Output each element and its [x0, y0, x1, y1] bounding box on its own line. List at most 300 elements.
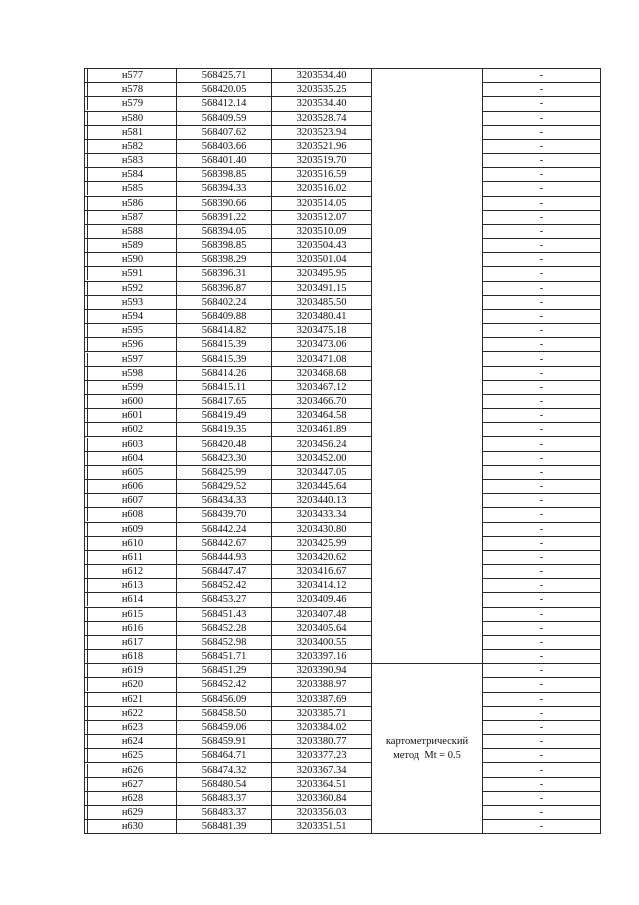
- point-name: н605: [87, 466, 177, 479]
- point-name-cell: [85, 465, 177, 479]
- table-row: [85, 664, 601, 678]
- table-row: [85, 579, 601, 593]
- error-cell: -: [483, 635, 601, 649]
- point-name-cell: [85, 791, 177, 805]
- table-row: [85, 154, 601, 168]
- table-row: [85, 550, 601, 564]
- point-name: н577: [87, 69, 177, 82]
- error-cell: -: [483, 522, 601, 536]
- point-name-cell: [85, 281, 177, 295]
- y-coordinate-cell: 3203523.94: [272, 125, 372, 139]
- point-name: н614: [87, 593, 177, 606]
- error-cell: -: [483, 196, 601, 210]
- point-name: н619: [87, 664, 177, 677]
- point-name-cell: [85, 437, 177, 451]
- error-cell: -: [483, 820, 601, 834]
- table-row: [85, 465, 601, 479]
- x-coordinate-cell: 568398.85: [177, 239, 272, 253]
- x-coordinate-cell: 568423.30: [177, 451, 272, 465]
- point-name: н624: [87, 735, 177, 748]
- y-coordinate-cell: 3203528.74: [272, 111, 372, 125]
- point-name-cell: [85, 423, 177, 437]
- table-row: [85, 437, 601, 451]
- error-cell: -: [483, 763, 601, 777]
- point-name-cell: [85, 664, 177, 678]
- point-name: н593: [87, 296, 177, 309]
- point-name: н598: [87, 367, 177, 380]
- x-coordinate-cell: 568415.39: [177, 338, 272, 352]
- point-name-cell: [85, 196, 177, 210]
- point-name-cell: [85, 735, 177, 749]
- y-coordinate-cell: 3203480.41: [272, 309, 372, 323]
- point-name-cell: [85, 394, 177, 408]
- y-coordinate-cell: 3203445.64: [272, 479, 372, 493]
- point-name-cell: [85, 536, 177, 550]
- table-row: [85, 536, 601, 550]
- y-coordinate-cell: 3203416.67: [272, 565, 372, 579]
- point-name: н617: [87, 636, 177, 649]
- error-cell: -: [483, 536, 601, 550]
- x-coordinate-cell: 568452.42: [177, 579, 272, 593]
- y-coordinate-cell: 3203405.64: [272, 621, 372, 635]
- x-coordinate-cell: 568409.59: [177, 111, 272, 125]
- point-name-cell: [85, 83, 177, 97]
- point-name: н608: [87, 508, 177, 521]
- point-name: н582: [87, 140, 177, 153]
- error-cell: -: [483, 494, 601, 508]
- point-name-cell: [85, 125, 177, 139]
- x-coordinate-cell: 568407.62: [177, 125, 272, 139]
- error-cell: -: [483, 437, 601, 451]
- error-cell: -: [483, 749, 601, 763]
- point-name: н599: [87, 381, 177, 394]
- y-coordinate-cell: 3203420.62: [272, 550, 372, 564]
- x-coordinate-cell: 568417.65: [177, 394, 272, 408]
- table-row: [85, 409, 601, 423]
- error-cell: -: [483, 139, 601, 153]
- x-coordinate-cell: 568456.09: [177, 692, 272, 706]
- y-coordinate-cell: 3203491.15: [272, 281, 372, 295]
- x-coordinate-cell: 568483.37: [177, 805, 272, 819]
- table-row: [85, 692, 601, 706]
- y-coordinate-cell: 3203466.70: [272, 394, 372, 408]
- y-coordinate-cell: 3203504.43: [272, 239, 372, 253]
- y-coordinate-cell: 3203385.71: [272, 706, 372, 720]
- x-coordinate-cell: 568414.26: [177, 366, 272, 380]
- point-name: н587: [87, 211, 177, 224]
- point-name: н580: [87, 112, 177, 125]
- point-name: н590: [87, 253, 177, 266]
- table-row: [85, 423, 601, 437]
- y-coordinate-cell: 3203467.12: [272, 380, 372, 394]
- y-coordinate-cell: 3203521.96: [272, 139, 372, 153]
- error-cell: -: [483, 97, 601, 111]
- table-row: [85, 224, 601, 238]
- point-name-cell: [85, 338, 177, 352]
- table-row: [85, 451, 601, 465]
- x-coordinate-cell: 568452.28: [177, 621, 272, 635]
- error-cell: -: [483, 579, 601, 593]
- point-name-cell: [85, 111, 177, 125]
- point-name-cell: [85, 777, 177, 791]
- table-row: [85, 380, 601, 394]
- point-name-cell: [85, 621, 177, 635]
- x-coordinate-cell: 568480.54: [177, 777, 272, 791]
- point-name-cell: [85, 366, 177, 380]
- point-name-cell: [85, 154, 177, 168]
- point-name: н583: [87, 154, 177, 167]
- point-name-cell: [85, 210, 177, 224]
- x-coordinate-cell: 568452.98: [177, 635, 272, 649]
- point-name: н625: [87, 749, 177, 762]
- x-coordinate-cell: 568464.71: [177, 749, 272, 763]
- table-row: [85, 69, 601, 83]
- table-row: [85, 593, 601, 607]
- point-name-cell: [85, 352, 177, 366]
- x-coordinate-cell: 568425.99: [177, 465, 272, 479]
- x-coordinate-cell: 568451.71: [177, 650, 272, 664]
- point-name-cell: [85, 479, 177, 493]
- point-name-cell: [85, 224, 177, 238]
- y-coordinate-cell: 3203356.03: [272, 805, 372, 819]
- table-row: [85, 522, 601, 536]
- point-name-cell: [85, 97, 177, 111]
- error-cell: -: [483, 253, 601, 267]
- table-row: [85, 352, 601, 366]
- point-name-cell: [85, 182, 177, 196]
- error-cell: -: [483, 324, 601, 338]
- table-row: [85, 338, 601, 352]
- table-row: [85, 565, 601, 579]
- table-row: [85, 196, 601, 210]
- point-name: н586: [87, 197, 177, 210]
- table-row: [85, 210, 601, 224]
- point-name-cell: [85, 579, 177, 593]
- error-cell: -: [483, 706, 601, 720]
- x-coordinate-cell: 568419.49: [177, 409, 272, 423]
- x-coordinate-cell: 568398.29: [177, 253, 272, 267]
- point-name-cell: [85, 309, 177, 323]
- error-cell: -: [483, 168, 601, 182]
- y-coordinate-cell: 3203367.34: [272, 763, 372, 777]
- point-name-cell: [85, 494, 177, 508]
- y-coordinate-cell: 3203495.95: [272, 267, 372, 281]
- point-name-cell: [85, 593, 177, 607]
- table-row: [85, 324, 601, 338]
- y-coordinate-cell: 3203400.55: [272, 635, 372, 649]
- point-name-cell: [85, 820, 177, 834]
- x-coordinate-cell: 568442.24: [177, 522, 272, 536]
- x-coordinate-cell: 568447.47: [177, 565, 272, 579]
- point-name: н584: [87, 168, 177, 181]
- error-cell: -: [483, 565, 601, 579]
- x-coordinate-cell: 568419.35: [177, 423, 272, 437]
- error-cell: -: [483, 295, 601, 309]
- y-coordinate-cell: 3203475.18: [272, 324, 372, 338]
- x-coordinate-cell: 568403.66: [177, 139, 272, 153]
- error-cell: -: [483, 394, 601, 408]
- x-coordinate-cell: 568398.85: [177, 168, 272, 182]
- x-coordinate-cell: 568396.31: [177, 267, 272, 281]
- x-coordinate-cell: 568459.91: [177, 735, 272, 749]
- error-cell: -: [483, 423, 601, 437]
- point-name-cell: [85, 409, 177, 423]
- y-coordinate-cell: 3203501.04: [272, 253, 372, 267]
- y-coordinate-cell: 3203388.97: [272, 678, 372, 692]
- point-name: н603: [87, 438, 177, 451]
- error-cell: -: [483, 692, 601, 706]
- x-coordinate-cell: 568420.05: [177, 83, 272, 97]
- point-name-cell: [85, 324, 177, 338]
- y-coordinate-cell: 3203485.50: [272, 295, 372, 309]
- x-coordinate-cell: 568439.70: [177, 508, 272, 522]
- table-row: [85, 366, 601, 380]
- point-name: н616: [87, 622, 177, 635]
- table-row: [85, 97, 601, 111]
- point-name-cell: [85, 139, 177, 153]
- point-name: н600: [87, 395, 177, 408]
- y-coordinate-cell: 3203440.13: [272, 494, 372, 508]
- table-row: [85, 125, 601, 139]
- y-coordinate-cell: 3203456.24: [272, 437, 372, 451]
- point-name-cell: [85, 706, 177, 720]
- error-cell: -: [483, 69, 601, 83]
- point-name-cell: [85, 550, 177, 564]
- x-coordinate-cell: 568429.52: [177, 479, 272, 493]
- point-name-cell: [85, 805, 177, 819]
- point-name-cell: [85, 168, 177, 182]
- table-row: [85, 607, 601, 621]
- point-name: н610: [87, 537, 177, 550]
- table-row: [85, 267, 601, 281]
- error-cell: -: [483, 83, 601, 97]
- x-coordinate-cell: 568401.40: [177, 154, 272, 168]
- point-name: н618: [87, 650, 177, 663]
- y-coordinate-cell: 3203473.06: [272, 338, 372, 352]
- point-name: н622: [87, 707, 177, 720]
- x-coordinate-cell: 568391.22: [177, 210, 272, 224]
- error-cell: -: [483, 720, 601, 734]
- point-name: н601: [87, 409, 177, 422]
- error-cell: -: [483, 125, 601, 139]
- x-coordinate-cell: 568442.67: [177, 536, 272, 550]
- error-cell: -: [483, 338, 601, 352]
- error-cell: -: [483, 508, 601, 522]
- point-name: н621: [87, 693, 177, 706]
- y-coordinate-cell: 3203414.12: [272, 579, 372, 593]
- y-coordinate-cell: 3203464.58: [272, 409, 372, 423]
- table-row: [85, 763, 601, 777]
- y-coordinate-cell: 3203534.40: [272, 69, 372, 83]
- error-cell: -: [483, 650, 601, 664]
- y-coordinate-cell: 3203380.77: [272, 735, 372, 749]
- error-cell: -: [483, 267, 601, 281]
- table-row: [85, 479, 601, 493]
- x-coordinate-cell: 568453.27: [177, 593, 272, 607]
- table-row: [85, 508, 601, 522]
- point-name: н604: [87, 452, 177, 465]
- table-row: [85, 168, 601, 182]
- error-cell: -: [483, 309, 601, 323]
- error-cell: -: [483, 791, 601, 805]
- x-coordinate-cell: 568483.37: [177, 791, 272, 805]
- point-name: н579: [87, 97, 177, 110]
- point-name-cell: [85, 692, 177, 706]
- x-coordinate-cell: 568402.24: [177, 295, 272, 309]
- point-name: н596: [87, 338, 177, 351]
- point-name: н630: [87, 820, 177, 833]
- error-cell: -: [483, 621, 601, 635]
- point-name-cell: [85, 267, 177, 281]
- table-row: [85, 281, 601, 295]
- error-cell: -: [483, 735, 601, 749]
- y-coordinate-cell: 3203425.99: [272, 536, 372, 550]
- point-name-cell: [85, 650, 177, 664]
- error-cell: -: [483, 366, 601, 380]
- y-coordinate-cell: 3203409.46: [272, 593, 372, 607]
- y-coordinate-cell: 3203390.94: [272, 664, 372, 678]
- method-label-line-1: картометрический: [385, 735, 469, 747]
- x-coordinate-cell: 568481.39: [177, 820, 272, 834]
- table-row: [85, 295, 601, 309]
- point-name-cell: [85, 451, 177, 465]
- table-row: [85, 791, 601, 805]
- y-coordinate-cell: 3203397.16: [272, 650, 372, 664]
- point-name: н626: [87, 764, 177, 777]
- point-name-cell: [85, 565, 177, 579]
- point-name: н627: [87, 778, 177, 791]
- table-row: [85, 253, 601, 267]
- error-cell: -: [483, 111, 601, 125]
- x-coordinate-cell: 568412.14: [177, 97, 272, 111]
- error-cell: -: [483, 550, 601, 564]
- point-name-cell: [85, 380, 177, 394]
- point-name: н594: [87, 310, 177, 323]
- point-name-cell: [85, 295, 177, 309]
- x-coordinate-cell: 568451.43: [177, 607, 272, 621]
- y-coordinate-cell: 3203510.09: [272, 224, 372, 238]
- error-cell: -: [483, 210, 601, 224]
- error-cell: -: [483, 479, 601, 493]
- error-cell: -: [483, 805, 601, 819]
- point-name-cell: [85, 239, 177, 253]
- table-row: [85, 706, 601, 720]
- point-name: н588: [87, 225, 177, 238]
- point-name: н578: [87, 83, 177, 96]
- error-cell: -: [483, 593, 601, 607]
- x-coordinate-cell: 568459.06: [177, 720, 272, 734]
- point-name-cell: [85, 763, 177, 777]
- x-coordinate-cell: 568425.71: [177, 69, 272, 83]
- y-coordinate-cell: 3203452.00: [272, 451, 372, 465]
- point-name-cell: [85, 678, 177, 692]
- y-coordinate-cell: 3203461.89: [272, 423, 372, 437]
- y-coordinate-cell: 3203377.23: [272, 749, 372, 763]
- table-row: [85, 394, 601, 408]
- x-coordinate-cell: 568396.87: [177, 281, 272, 295]
- x-coordinate-cell: 568444.93: [177, 550, 272, 564]
- y-coordinate-cell: 3203384.02: [272, 720, 372, 734]
- x-coordinate-cell: 568394.33: [177, 182, 272, 196]
- y-coordinate-cell: 3203387.69: [272, 692, 372, 706]
- y-coordinate-cell: 3203516.02: [272, 182, 372, 196]
- table-row: [85, 309, 601, 323]
- y-coordinate-cell: 3203430.80: [272, 522, 372, 536]
- table-row: [85, 805, 601, 819]
- table-row: [85, 635, 601, 649]
- x-coordinate-cell: 568415.39: [177, 352, 272, 366]
- coordinates-table: [84, 68, 601, 834]
- point-name: н595: [87, 324, 177, 337]
- point-name: н585: [87, 182, 177, 195]
- point-name-cell: [85, 749, 177, 763]
- error-cell: -: [483, 451, 601, 465]
- y-coordinate-cell: 3203514.05: [272, 196, 372, 210]
- x-coordinate-cell: 568414.82: [177, 324, 272, 338]
- y-coordinate-cell: 3203519.70: [272, 154, 372, 168]
- coordinates-table-body: [85, 69, 601, 834]
- x-coordinate-cell: 568451.29: [177, 664, 272, 678]
- x-coordinate-cell: 568409.88: [177, 309, 272, 323]
- point-name: н589: [87, 239, 177, 252]
- method-cell: [372, 664, 483, 834]
- table-row: [85, 239, 601, 253]
- point-name: н628: [87, 792, 177, 805]
- table-row: [85, 678, 601, 692]
- table-row: [85, 650, 601, 664]
- table-row: [85, 720, 601, 734]
- error-cell: -: [483, 607, 601, 621]
- point-name: н597: [87, 353, 177, 366]
- y-coordinate-cell: 3203512.07: [272, 210, 372, 224]
- error-cell: -: [483, 409, 601, 423]
- point-name: н623: [87, 721, 177, 734]
- y-coordinate-cell: 3203364.51: [272, 777, 372, 791]
- table-row: [85, 777, 601, 791]
- point-name: н602: [87, 423, 177, 436]
- table-row: [85, 83, 601, 97]
- error-cell: -: [483, 239, 601, 253]
- point-name-cell: [85, 635, 177, 649]
- point-name: н609: [87, 523, 177, 536]
- x-coordinate-cell: 568434.33: [177, 494, 272, 508]
- x-coordinate-cell: 568452.42: [177, 678, 272, 692]
- point-name-cell: [85, 720, 177, 734]
- error-cell: -: [483, 182, 601, 196]
- error-cell: -: [483, 154, 601, 168]
- x-coordinate-cell: 568458.50: [177, 706, 272, 720]
- point-name: н581: [87, 126, 177, 139]
- table-row: [85, 139, 601, 153]
- table-row: [85, 111, 601, 125]
- point-name-cell: [85, 69, 177, 83]
- x-coordinate-cell: 568415.11: [177, 380, 272, 394]
- error-cell: -: [483, 777, 601, 791]
- y-coordinate-cell: 3203468.68: [272, 366, 372, 380]
- point-name: н611: [87, 551, 177, 564]
- method-cell-upper: [372, 69, 483, 664]
- error-cell: -: [483, 678, 601, 692]
- table-row: [85, 820, 601, 834]
- y-coordinate-cell: 3203534.40: [272, 97, 372, 111]
- x-coordinate-cell: 568474.32: [177, 763, 272, 777]
- y-coordinate-cell: 3203433.34: [272, 508, 372, 522]
- table-row: [85, 735, 601, 749]
- point-name: н612: [87, 565, 177, 578]
- y-coordinate-cell: 3203535.25: [272, 83, 372, 97]
- y-coordinate-cell: 3203351.51: [272, 820, 372, 834]
- error-cell: -: [483, 664, 601, 678]
